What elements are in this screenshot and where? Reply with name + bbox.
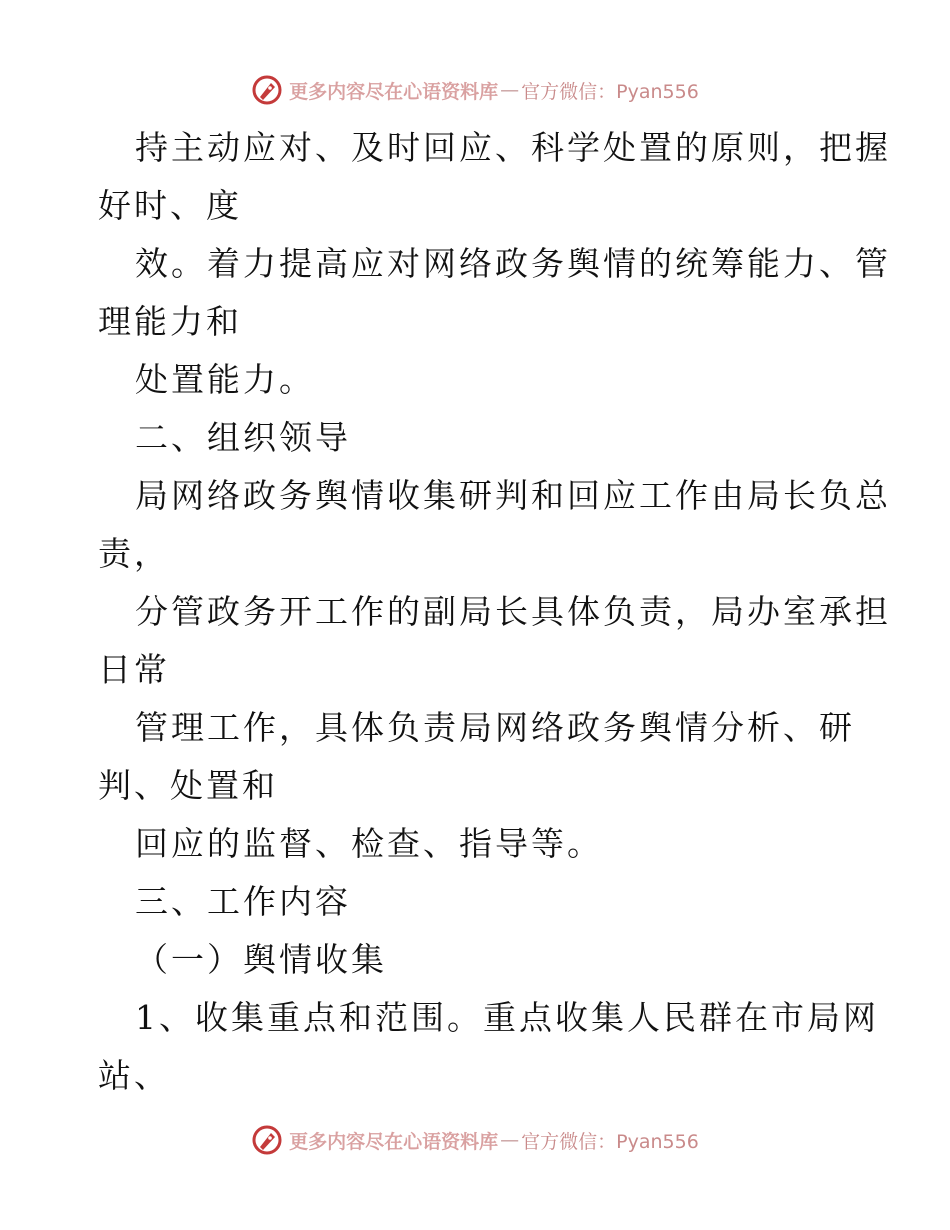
body-line: 管理工作，具体负责局网络政务舆情分析、研 [135, 708, 855, 747]
body-line: 处置能力。 [135, 360, 315, 399]
footer-separator: — [500, 1129, 520, 1151]
body-line: 1、收集重点和范围。重点收集人民群在市局网 [135, 998, 879, 1037]
section-heading: 二、组织领导 [135, 418, 351, 457]
body-line: 理能力和 [98, 302, 242, 341]
header-banner [0, 70, 950, 110]
body-line: 效。着力提高应对网络政务舆情的统筹能力、管 [135, 244, 891, 283]
pen-nib-icon [251, 74, 283, 106]
subsection-heading: （一）舆情收集 [135, 940, 387, 979]
body-line: 站、 [98, 1056, 170, 1095]
body-line: 判、处置和 [98, 766, 278, 805]
body-line: 回应的监督、检查、指导等。 [135, 824, 603, 863]
body-line: 责， [98, 534, 170, 573]
pen-nib-icon [251, 1124, 283, 1156]
section-heading: 三、工作内容 [135, 882, 351, 921]
footer-wechat-text: 官方微信：Pyan556 [521, 1130, 699, 1153]
header-separator: — [500, 79, 520, 101]
body-line: 持主动应对、及时回应、科学处置的原则，把握 [135, 128, 891, 167]
body-line: 好时、度 [98, 186, 242, 225]
header-wechat-text: 官方微信：Pyan556 [521, 80, 699, 103]
body-line: 日常 [98, 650, 170, 689]
footer-banner [0, 1120, 950, 1160]
header-brand-text: 更多内容尽在心语资料库 [289, 80, 499, 103]
footer-brand-text: 更多内容尽在心语资料库 [289, 1130, 499, 1153]
body-line: 分管政务开工作的副局长具体负责，局办室承担 [135, 592, 891, 631]
body-line: 局网络政务舆情收集研判和回应工作由局长负总 [135, 476, 891, 515]
